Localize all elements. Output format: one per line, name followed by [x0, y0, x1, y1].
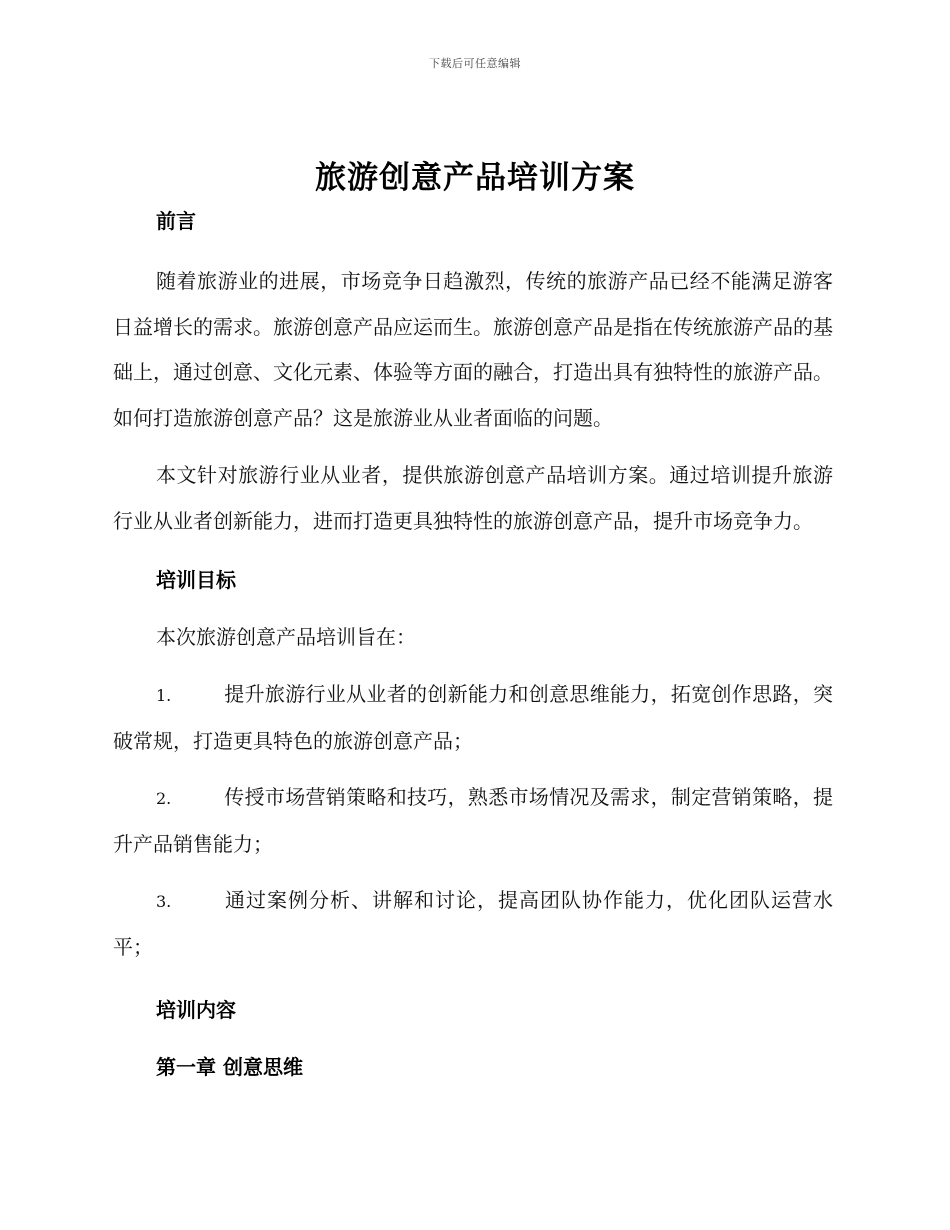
goal-item-2	[113, 775, 833, 867]
goal-item-3	[113, 878, 833, 970]
preface-paragraph-1: 随着旅游业的进展，市场竞争日趋激烈，传统的旅游产品已经不能满足游客日益增长的需求。旅游创意产品应运而生。旅游创意产品是指在传统旅游产品的基础上，通过创意、文化元素、体验等方面的融合，打造出具有独特性的旅游产品。如何打造旅游创意产品？这是旅游业从业者面临的问题。	[113, 269, 833, 430]
goal-text: 通过案例分析、讲解和讨论，提高团队协作能力，优化团队运营水平；	[113, 888, 833, 959]
goal-number: 2.	[156, 789, 172, 808]
goal-number: 3.	[156, 892, 172, 911]
goal-text: 传授市场营销策略和技巧，熟悉市场情况及需求，制定营销策略，提升产品销售能力；	[113, 785, 833, 856]
goal-text: 提升旅游行业从业者的创新能力和创意思维能力，拓宽创作思路，突破常规，打造更具特色的旅游创意产品；	[113, 682, 833, 753]
content-heading: 培训内容	[156, 998, 236, 1022]
header-note: 下载后可任意编辑	[429, 57, 521, 70]
document-title: 旅游创意产品培训方案	[315, 160, 635, 196]
preface-paragraph-2: 本文针对旅游行业从业者，提供旅游创意产品培训方案。通过培训提升旅游行业从业者创新能力，进而打造更具独特性的旅游创意产品，提升市场竞争力。	[113, 463, 833, 533]
goals-heading: 培训目标	[156, 568, 236, 592]
goal-number: 1.	[156, 686, 172, 705]
preface-heading: 前言	[156, 209, 196, 233]
goals-intro: 本次旅游创意产品培训旨在：	[156, 625, 416, 649]
goal-item-1	[113, 672, 833, 764]
chapter-1-heading: 第一章 创意思维	[156, 1055, 303, 1079]
document-body	[113, 205, 833, 1083]
